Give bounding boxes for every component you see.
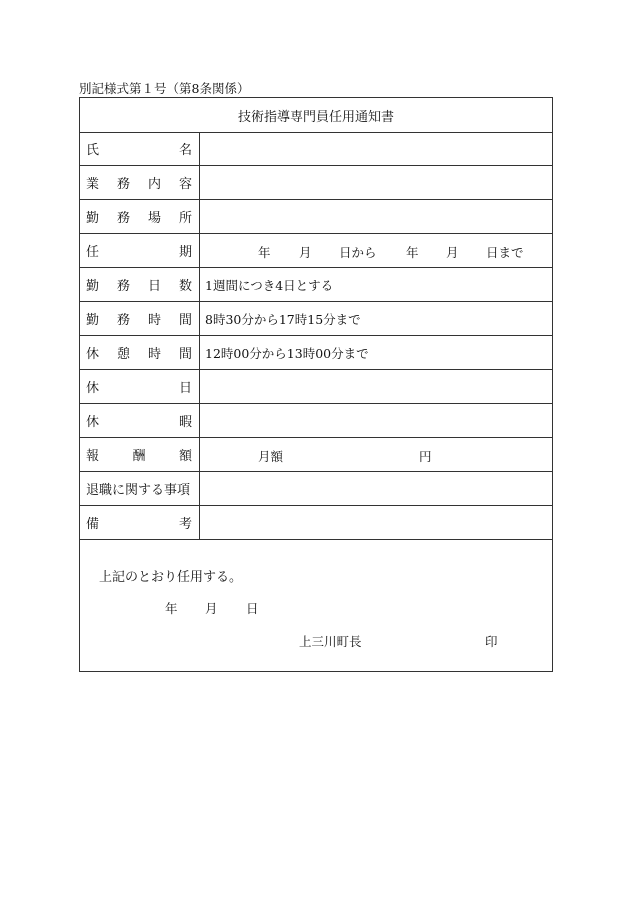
row-break-time — [80, 336, 552, 370]
label-char: 勤 — [86, 313, 100, 328]
label-char: 期 — [178, 245, 192, 260]
form-title — [80, 98, 552, 133]
label-char: 務 — [116, 313, 130, 328]
date-month-label: 月 — [205, 601, 218, 616]
label-char: 日 — [178, 381, 192, 396]
appointment-statement-area — [80, 539, 552, 671]
label-char: 退職に関する事項 — [86, 483, 191, 498]
row-workplace — [80, 200, 552, 234]
label-char: 務 — [116, 177, 130, 192]
salary-yen-label: 円 — [419, 449, 432, 464]
label-char: 務 — [116, 279, 130, 294]
work-days-value: 1週間につき4日とする — [205, 277, 334, 293]
label-char: 数 — [178, 279, 192, 294]
row-label — [80, 472, 200, 505]
label-char: 備 — [86, 517, 100, 532]
seal-mark: 印 — [485, 634, 498, 649]
label-char: 容 — [178, 177, 192, 192]
term-day-until: 日まで — [486, 245, 524, 260]
term-year-until: 年 — [406, 245, 419, 260]
row-label — [80, 200, 200, 233]
label-char: 休 — [86, 415, 100, 430]
term-month-from: 月 — [299, 245, 312, 260]
work-hours-value: 8時30分から17時15分まで — [205, 311, 361, 327]
label-char: 時 — [147, 313, 161, 328]
label-char: 所 — [178, 211, 192, 226]
label-char: 報 — [86, 449, 100, 464]
row-label — [80, 302, 200, 335]
row-label — [80, 506, 200, 539]
label-char: 任 — [86, 245, 100, 260]
form-title-text: 技術指導専門員任用通知書 — [237, 109, 394, 125]
row-holidays — [80, 370, 552, 404]
row-term — [80, 234, 552, 268]
row-label — [80, 166, 200, 199]
row-label — [80, 132, 200, 165]
row-label — [80, 234, 200, 267]
label-char: 勤 — [86, 279, 100, 294]
label-char: 氏 — [86, 143, 100, 158]
term-year-from: 年 — [258, 245, 271, 260]
break-time-value: 12時00分から13時00分まで — [205, 345, 369, 361]
row-label — [80, 438, 200, 471]
label-char: 務 — [116, 211, 130, 226]
label-char: 憩 — [116, 347, 130, 362]
label-char: 暇 — [178, 415, 192, 430]
form-reference: 別記様式第１号（第8条関係） — [79, 81, 250, 96]
issuer-title: 上三川町長 — [299, 634, 362, 649]
term-month-until: 月 — [446, 245, 459, 260]
row-work-days — [80, 268, 552, 302]
row-label — [80, 336, 200, 369]
label-char: 考 — [178, 517, 192, 532]
label-char: 場 — [147, 211, 161, 226]
row-leave — [80, 404, 552, 438]
label-char: 時 — [147, 347, 161, 362]
row-remuneration — [80, 438, 552, 472]
appointment-notice-form — [79, 97, 553, 672]
row-remarks — [80, 506, 552, 540]
date-day-label: 日 — [246, 601, 259, 616]
label-char: 酬 — [132, 449, 146, 464]
label-char: 勤 — [86, 211, 100, 226]
label-char: 内 — [147, 177, 161, 192]
label-char: 額 — [178, 449, 192, 464]
label-char: 間 — [178, 347, 192, 362]
term-day-from: 日から — [339, 245, 377, 260]
row-name — [80, 132, 552, 166]
appointment-statement: 上記のとおり任用する。 — [99, 570, 243, 585]
label-char: 間 — [178, 313, 192, 328]
label-char: 休 — [86, 381, 100, 396]
row-retirement — [80, 472, 552, 506]
label-char: 業 — [86, 177, 100, 192]
row-label — [80, 268, 200, 301]
row-label — [80, 404, 200, 437]
row-duties — [80, 166, 552, 200]
label-char: 日 — [147, 279, 161, 294]
salary-monthly-label: 月額 — [258, 449, 284, 464]
label-char: 名 — [178, 143, 192, 158]
row-label — [80, 370, 200, 403]
row-work-hours — [80, 302, 552, 336]
label-char: 休 — [86, 347, 100, 362]
date-year-label: 年 — [165, 601, 178, 616]
